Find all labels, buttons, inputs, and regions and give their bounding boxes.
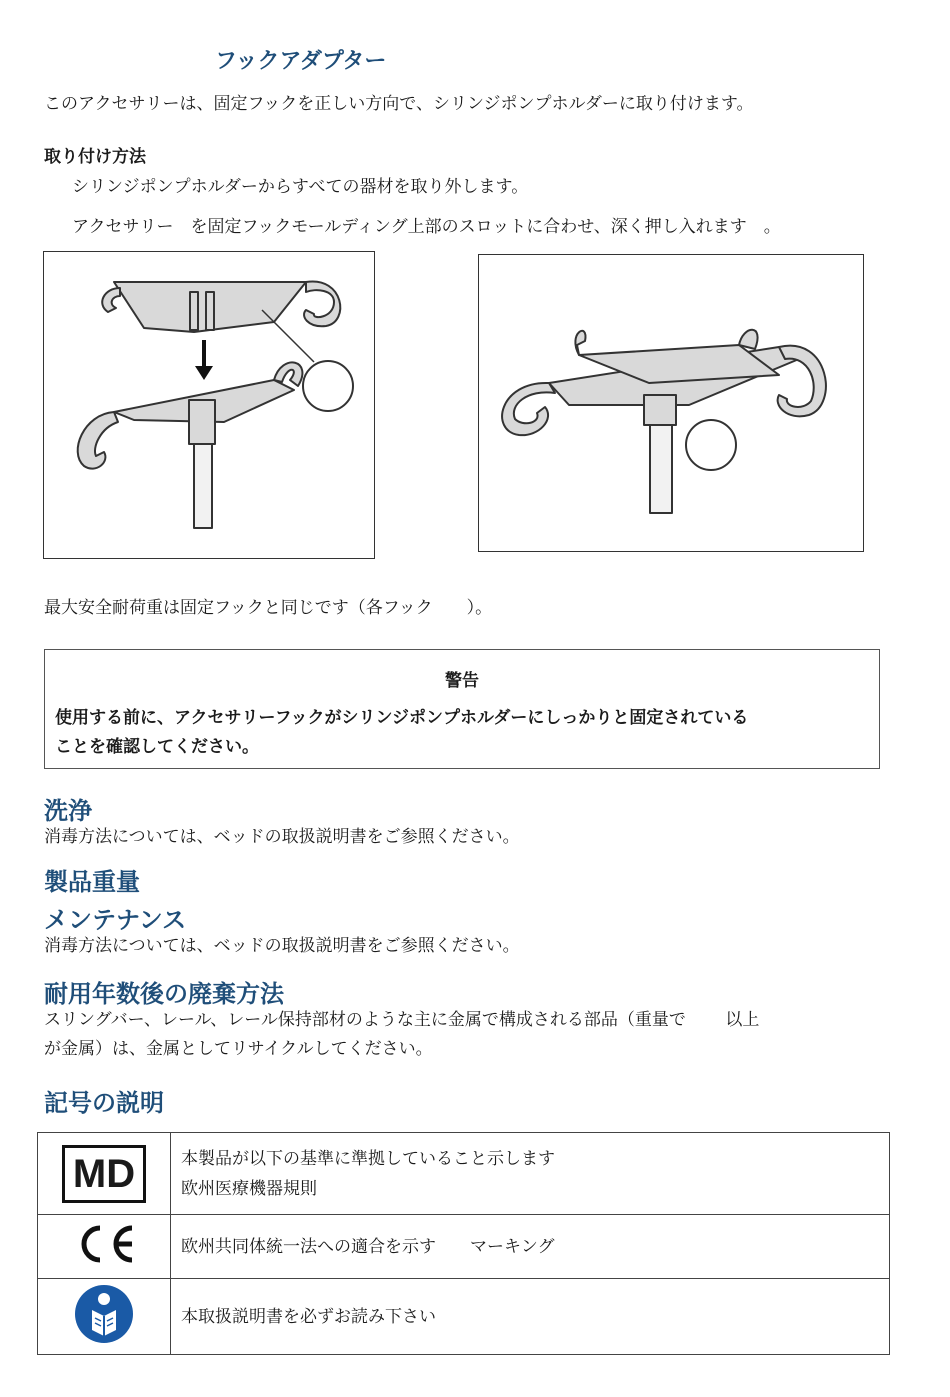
install-step-1: シリンジポンプホルダーからすべての器材を取り外します。 xyxy=(72,177,529,197)
disposal-line-1: スリングバー、レール、レール保持部材のような主に金属で構成される部品（重量で 以上 xyxy=(44,1010,760,1030)
symbol-desc-manual: 本取扱説明書を必ずお読み下さい xyxy=(171,1279,890,1355)
install-step-2: アクセサリー を固定フックモールディング上部のスロットに合わせ、深く押し入れます 。 xyxy=(72,217,781,237)
symbol-row-manual xyxy=(38,1279,890,1355)
warning-title: 警告 xyxy=(445,671,479,691)
load-text: 最大安全耐荷重は固定フックと同じです（各フック ）。 xyxy=(44,598,493,618)
warning-line-2: ことを確認してください。 xyxy=(55,737,259,757)
symbols-heading: 記号の説明 xyxy=(44,1089,164,1117)
read-manual-icon xyxy=(74,1284,134,1344)
disposal-line-2: が金属）は、金属としてリサイクルしてください。 xyxy=(44,1039,433,1059)
symbol-row-md xyxy=(38,1133,890,1215)
symbols-table xyxy=(37,1132,890,1355)
cleaning-heading: 洗浄 xyxy=(44,797,92,825)
symbol-cell-ce xyxy=(38,1215,171,1279)
cleaning-text: 消毒方法については、ベッドの取扱説明書をご参照ください。 xyxy=(44,827,520,847)
warning-box xyxy=(44,649,880,769)
md-mark-icon: MD xyxy=(62,1145,146,1203)
warning-text xyxy=(55,704,869,762)
symbol-desc-md xyxy=(171,1133,890,1215)
adapter-fitted-illustration xyxy=(479,255,863,551)
symbol-desc-ce: 欧州共同体統一法への適合を示す マーキング xyxy=(171,1215,890,1279)
weight-heading: 製品重量 xyxy=(44,868,140,896)
maintenance-text: 消毒方法については、ベッドの取扱説明書をご参照ください。 xyxy=(44,936,520,956)
maintenance-heading: メンテナンス xyxy=(44,906,187,934)
md-line-2: 欧州医療機器規則 xyxy=(181,1178,317,1199)
ce-mark-icon xyxy=(72,1224,136,1264)
figure-adapter-fitted xyxy=(478,254,864,552)
page-title: フックアダプター xyxy=(215,49,387,74)
symbol-cell-md xyxy=(38,1133,171,1215)
symbol-row-ce xyxy=(38,1215,890,1279)
symbol-cell-manual xyxy=(38,1279,171,1355)
figure-insert-adapter xyxy=(43,251,375,559)
intro-text: このアクセサリーは、固定フックを正しい方向で、シリンジポンプホルダーに取り付けます。 xyxy=(44,94,754,114)
install-heading: 取り付け方法 xyxy=(44,147,146,167)
disposal-heading: 耐用年数後の廃棄方法 xyxy=(44,980,284,1008)
warning-line-1: 使用する前に、アクセサリーフックがシリンジポンプホルダーにしっかりと固定されている xyxy=(55,708,749,728)
md-line-1: 本製品が以下の基準に準拠していること示します xyxy=(181,1148,555,1169)
adapter-insert-illustration xyxy=(44,252,374,558)
